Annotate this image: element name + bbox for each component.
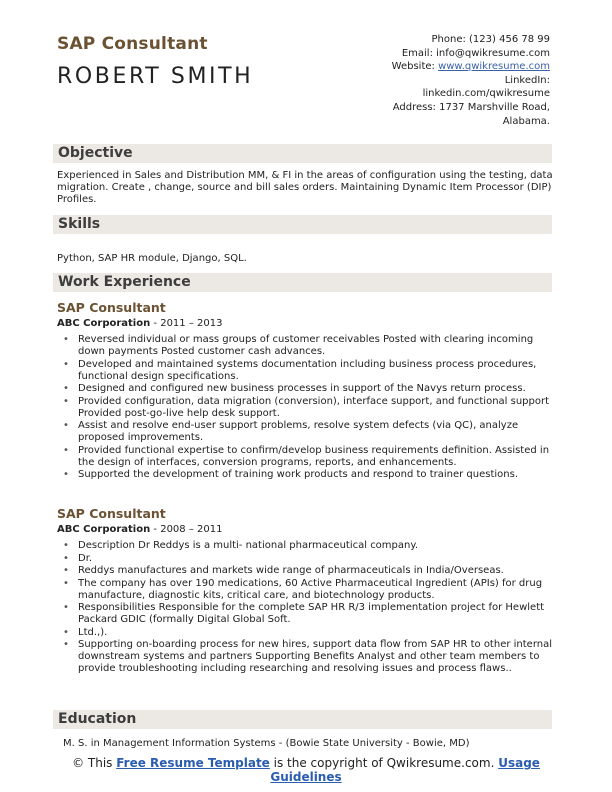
work-experience-header xyxy=(53,273,552,292)
list-item: • Reversed individual or mass groups of customer receivables Posted with clearing incoming down payments Posted customer cash advances. xyxy=(63,334,534,357)
bullet-icon: • xyxy=(63,540,69,551)
contact-phone: Phone: (123) 456 78 99 xyxy=(431,34,550,45)
list-item: • The company has over 190 medications, 60 Active Pharmaceutical Ingredient (APIs) for drug manufacture, diagnostic kits, critical care, and biotechnology products. xyxy=(63,577,543,601)
bullet-icon: • xyxy=(63,420,69,431)
objective-header xyxy=(53,144,552,163)
bullet-icon: • xyxy=(63,552,69,564)
list-item: • Responsibilities Responsible for the complete SAP HR R/3 implementation project for Hewlett Packard GDIC (formally Digital Global Soft. xyxy=(63,602,545,625)
work-experience-title: Work Experience xyxy=(58,274,191,290)
bullet-icon: • xyxy=(63,395,69,407)
job-2-company: ABC Corporation xyxy=(57,524,151,535)
job-2-bullets xyxy=(62,540,552,676)
contact-linkedin-label: LinkedIn: xyxy=(504,74,550,86)
job-1-title: SAP Consultant xyxy=(57,300,166,315)
list-item: • Provided functional expertise to confirm/develop business requirements definition. Assisted in the design of interfaces, conversion programs, reports, and enhancements. xyxy=(63,444,550,468)
job-2-company-line xyxy=(57,524,222,535)
job-1-dates: - 2011 – 2013 xyxy=(150,318,223,329)
education-header xyxy=(53,710,552,729)
objective-title: Objective xyxy=(58,145,133,161)
bullet-icon: • xyxy=(63,639,69,650)
list-item: • Description Dr Reddys is a multi- national pharmaceutical company. xyxy=(63,540,419,551)
usage-guidelines-link-part1[interactable]: Usage xyxy=(498,756,540,770)
list-item: • Supporting on-boarding process for new hires, support data flow from SAP HR to other internal downstream systems and partners Supporting Benefits Analyst and other team members to provide troubleshooting including researching and resolving issues and process flaws.. xyxy=(63,639,553,674)
bullet-icon: • xyxy=(63,444,69,456)
bullet-icon: • xyxy=(63,469,69,480)
list-item: • Dr. xyxy=(63,552,93,564)
education-title: Education xyxy=(58,711,137,727)
footer-copyright xyxy=(0,756,612,784)
skills-header xyxy=(53,215,552,234)
candidate-name: ROBERT SMITH xyxy=(57,64,254,89)
list-item: • Ltd.,). xyxy=(63,626,108,638)
job-title: SAP Consultant xyxy=(57,34,208,54)
free-resume-template-link[interactable]: Free Resume Template xyxy=(116,756,270,770)
contact-address-line1: Address: 1737 Marshville Road, xyxy=(392,101,550,113)
bullet-icon: • xyxy=(63,577,69,589)
contact-website xyxy=(392,60,550,74)
job-2-title: SAP Consultant xyxy=(57,506,166,521)
skills-title: Skills xyxy=(58,216,101,232)
bullet-icon: • xyxy=(63,565,69,576)
website-link[interactable]: www.qwikresume.com xyxy=(438,61,550,73)
contact-address-line2: Alabama. xyxy=(502,115,550,127)
list-item: • Designed and configured new business processes in support of the Navys return process. xyxy=(63,383,526,394)
job-1-company: ABC Corporation xyxy=(57,318,151,329)
bullet-icon: • xyxy=(63,626,69,638)
contact-linkedin-url: linkedin.com/qwikresume xyxy=(422,88,550,100)
education-text: M. S. in Management Information Systems - (Bowie State University - Bowie, MD) xyxy=(63,738,470,749)
website-label: Website: xyxy=(391,61,439,73)
bullet-icon: • xyxy=(63,334,69,345)
list-item: • Provided configuration, data migration (conversion), interface support, and functional support Provided post-go-live help desk support. xyxy=(63,395,550,419)
list-item: • Assist and resolve end-user support problems, resolve system defects (via QC), analyze proposed improvements. xyxy=(63,420,519,443)
bullet-icon: • xyxy=(63,358,69,370)
bullet-icon: • xyxy=(63,602,69,613)
header-left xyxy=(57,34,253,89)
list-item: • Reddys manufactures and markets wide range of pharmaceuticals in India/Overseas. xyxy=(63,565,504,576)
list-item: • Developed and maintained systems documentation including business process procedures, functional design specifications. xyxy=(63,358,537,382)
footer-middle: is the copyright of Qwikresume.com. xyxy=(269,756,499,770)
contact-email: Email: info@qwikresume.com xyxy=(401,47,550,59)
job-2-dates: - 2008 – 2011 xyxy=(150,524,223,535)
job-1-company-line xyxy=(57,318,222,329)
list-item: • Supported the development of training work products and respond to trainer questions. xyxy=(63,469,519,480)
skills-text: Python, SAP HR module, Django, SQL. xyxy=(57,253,247,264)
objective-text: Experienced in Sales and Distribution MM, & FI in the areas of configuration using the testing, data migration. Create , change, source and bill sales orders. Maintaining Dynamic Item Processor (DIP) Profiles. xyxy=(57,170,553,205)
usage-guidelines-link-part2[interactable]: Guidelines xyxy=(270,770,342,784)
footer-prefix: © This xyxy=(72,756,117,770)
contact-block xyxy=(392,33,550,128)
job-1-bullets xyxy=(62,334,552,482)
bullet-icon: • xyxy=(63,383,69,394)
